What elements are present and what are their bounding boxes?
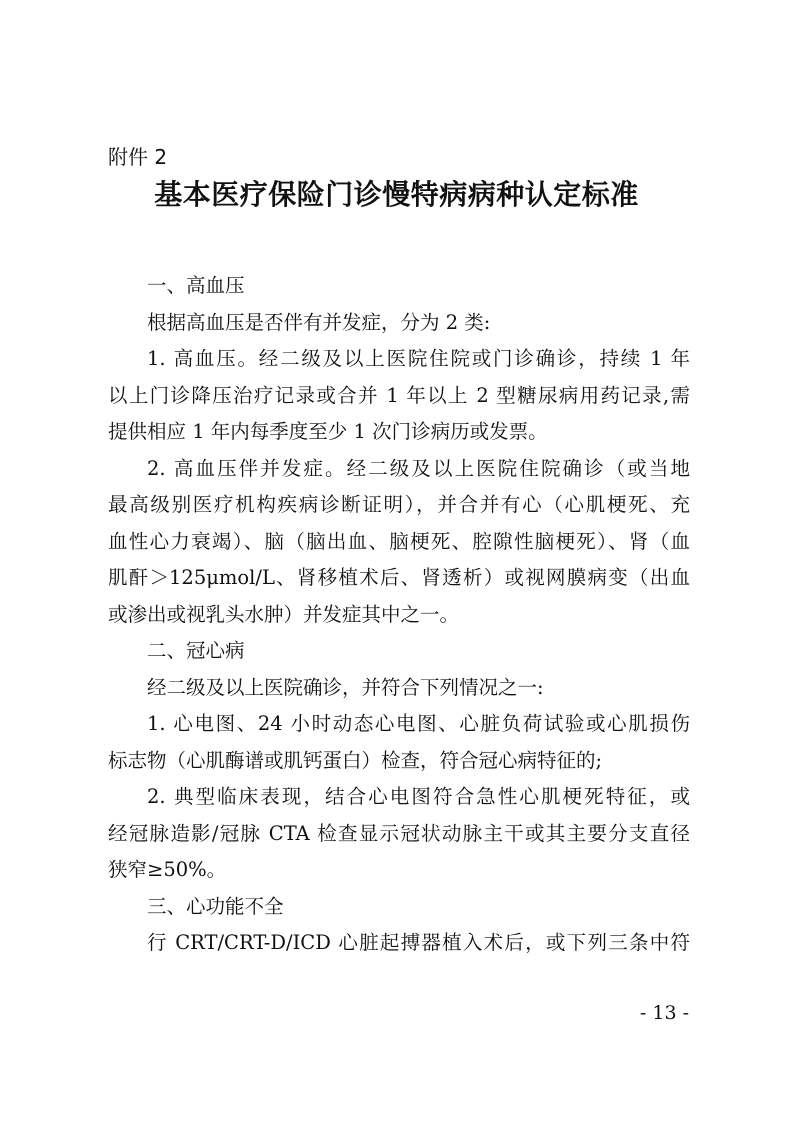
paragraph-line: 2. 典型临床表现，结合心电图符合急性心肌梗死特征，或 xyxy=(147,785,690,808)
paragraph-line: 1. 高血压。经二级及以上医院住院或门诊确诊，持续 1 年 xyxy=(147,347,690,370)
paragraph-line: 血性心力衰竭）、脑（脑出血、脑梗死、腔隙性脑梗死）、肾（血 xyxy=(108,529,690,553)
paragraph-line: 行 CRT/CRT-D/ICD 心脏起搏器植入术后，或下列三条中符 xyxy=(147,931,690,954)
paragraph-line: 标志物（心肌酶谱或肌钙蛋白）检查，符合冠心病特征的; xyxy=(108,748,603,772)
section-intro-hypertension xyxy=(108,305,690,342)
hypertension-item-2 xyxy=(108,451,690,634)
coronary-item-2 xyxy=(108,779,690,889)
paragraph-line: 根据高血压是否伴有并发症，分为 2 类: xyxy=(147,310,491,334)
paragraph-line: 1. 心电图、24 小时动态心电图、心脏负荷试验或心肌损伤 xyxy=(147,712,690,735)
paragraph-line: 最高级别医疗机构疾病诊断证明），并合并有心（心肌梗死、充 xyxy=(108,493,690,516)
paragraph-line: 以上门诊降压治疗记录或合并 1 年以上 2 型糖尿病用药记录,需 xyxy=(108,383,690,407)
section-heading-hypertension: 一、高血压 xyxy=(147,274,245,297)
document-body xyxy=(108,268,690,962)
section-intro-coronary xyxy=(108,670,690,707)
paragraph-line: 狭窄≥50%。 xyxy=(108,858,227,881)
paragraph-line: 经冠脉造影/冠脉 CTA 检查显示冠状动脉主干或其主要分支直径 xyxy=(108,821,690,845)
paragraph-line: 或渗出或视乳头水肿）并发症其中之一。 xyxy=(108,602,460,626)
paragraph-line: 肌酐＞125μmol/L、肾移植术后、肾透析）或视网膜病变（出血 xyxy=(108,566,690,589)
paragraph-line: 2. 高血压伴并发症。经二级及以上医院住院确诊（或当地 xyxy=(147,456,690,480)
coronary-item-1 xyxy=(108,706,690,779)
attachment-label: 附件 2 xyxy=(108,145,168,169)
document-title: 基本医疗保险门诊慢特病病种认定标准 xyxy=(154,178,639,211)
hypertension-item-1 xyxy=(108,341,690,451)
page-number: - 13 - xyxy=(639,1002,689,1024)
paragraph-line: 提供相应 1 年内每季度至少 1 次门诊病历或发票。 xyxy=(108,420,548,443)
section-intro-heart-failure xyxy=(108,925,690,962)
section-heading-heart-failure: 三、心功能不全 xyxy=(147,894,284,918)
section-heading-coronary-heart-disease: 二、冠心病 xyxy=(147,639,245,662)
paragraph-line: 经二级及以上医院确诊，并符合下列情况之一: xyxy=(147,675,544,699)
